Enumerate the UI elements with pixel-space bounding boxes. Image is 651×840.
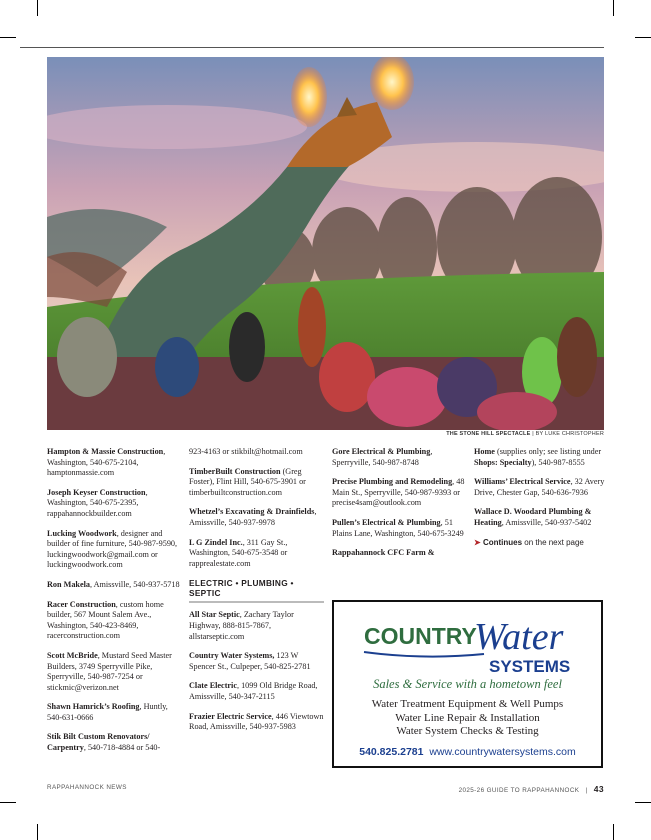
entry-details: (Greg Foster), Flint Hill, 540-675-3901 or timberbuiltconstruction.com xyxy=(189,466,306,497)
entry-name: Clate Electric xyxy=(189,681,237,691)
footer-guide-title: 2025-26 GUIDE TO RAPPAHANNOCK xyxy=(458,787,580,794)
continues-text: on the next page xyxy=(522,537,584,547)
top-rule xyxy=(20,47,604,48)
listing-entry xyxy=(47,488,182,520)
entry-details: , Washington, 540-675-2104, hamptonmassie.com xyxy=(47,447,166,478)
dragon-sculpture-photo xyxy=(47,57,604,430)
entry-details: , 1099 Old Bridge Road, Amissville, 540-347-2115 xyxy=(189,681,318,701)
entry-details: , 446 Viewtown Road, Amissville, 540-937-5983 xyxy=(189,711,324,732)
entry-details: (supplies only; see listing under xyxy=(494,447,602,456)
caption-credit: BY LUKE CHRISTOPHER xyxy=(535,431,604,437)
entry-name: Williams’ Electrical Service xyxy=(474,477,571,487)
listing-entry xyxy=(474,477,606,498)
entry-details: , 32 Avery Drive, Chester Gap, 540-636-7936 xyxy=(474,477,605,497)
entry-details: , custom home builder, 567 Mount Salem Ave., Washington, 540-423-8469, racerconstruction.com xyxy=(47,599,164,641)
footer-separator: | xyxy=(585,787,588,794)
entry-name: Rappahannock CFC Farm & xyxy=(332,548,435,558)
crop-mark xyxy=(635,802,651,803)
entry-name: L G Zindel Inc. xyxy=(189,537,243,547)
listing-entry xyxy=(189,681,324,702)
entry-details: , 48 Main St., Sperryville, 540-987-9393 or precise4sam@outlook.com xyxy=(332,477,465,508)
entry-name: Shawn Hamrick’s Roofing xyxy=(47,702,140,712)
listing-entry xyxy=(474,447,606,468)
listing-entry xyxy=(332,447,467,468)
crop-mark xyxy=(37,0,38,16)
crop-mark xyxy=(0,37,16,38)
listing-entry xyxy=(47,580,182,591)
caption-separator: | xyxy=(530,431,536,437)
logo-country: COUNTRY xyxy=(364,623,477,649)
ad-website[interactable]: www.countrywatersystems.com xyxy=(429,746,576,758)
footer-guide xyxy=(459,784,604,794)
ad-services xyxy=(334,698,601,739)
listing-entry xyxy=(189,467,324,499)
company-logo xyxy=(334,614,601,678)
entry-details: ), 540-987-8555 xyxy=(531,457,585,467)
service-line: Water Treatment Equipment & Well Pumps xyxy=(371,698,564,710)
crop-mark xyxy=(613,824,614,840)
listing-entry xyxy=(189,651,324,672)
caption-title: THE STONE HILL SPECTACLE xyxy=(446,431,531,437)
arrow-right-icon: ➤ xyxy=(474,537,483,547)
listing-entry xyxy=(189,538,324,570)
listing-column-3 xyxy=(332,447,467,568)
entry-details: 123 W Spencer St., Culpeper, 540-825-2781 xyxy=(189,651,311,671)
listing-entry xyxy=(47,732,182,753)
listing-entry xyxy=(189,712,324,733)
entry-details: , Sperryville, 540-987-8748 xyxy=(332,447,433,467)
entry-crossref: Shops: Specialty xyxy=(474,457,532,467)
entry-name: Pullen’s Electrical & Plumbing xyxy=(332,517,441,527)
entry-name: Gore Electrical & Plumbing xyxy=(332,447,431,456)
ad-tagline: Sales & Service with a hometown feel xyxy=(373,677,562,691)
entry-name: Precise Plumbing and Remodeling xyxy=(332,477,453,487)
listing-entry xyxy=(332,518,467,539)
listing-entry xyxy=(47,600,182,642)
entry-details: , Washington, 540-675-2395, rappahannockbuilder.com xyxy=(47,487,148,518)
entry-name: Joseph Keyser Construction xyxy=(47,487,146,497)
footer-publication: RAPPAHANNOCK NEWS xyxy=(47,784,127,791)
entry-details: , designer and builder of fine furniture, 540-987-9590, luckingwoodwork@gmail.com or luckingwoodwork.com xyxy=(47,528,178,570)
logo-water: Water xyxy=(474,616,564,658)
entry-details: 923-4163 or stikbilt@hotmail.com xyxy=(189,447,303,456)
service-line: Water Line Repair & Installation xyxy=(395,711,540,724)
continues-note xyxy=(474,538,606,549)
entry-details: , Amissville, 540-937-5402 xyxy=(501,517,592,527)
listing-entry xyxy=(189,447,324,458)
entry-name: Frazier Electric Service xyxy=(189,711,272,721)
listing-entry xyxy=(47,651,182,693)
country-water-systems-ad xyxy=(332,600,603,768)
service-line: Water System Checks & Testing xyxy=(396,725,539,737)
entry-name: Ron Makela xyxy=(47,579,90,589)
ad-phone: 540.825.2781 xyxy=(359,746,424,758)
crop-mark xyxy=(613,0,614,16)
listing-entry xyxy=(474,507,606,528)
entry-details: , 540-718-4884 or 540- xyxy=(83,743,161,753)
logo-systems: SYSTEMS xyxy=(489,657,571,676)
entry-name: Home xyxy=(474,447,495,456)
crop-mark xyxy=(635,37,651,38)
page-number: 43 xyxy=(593,784,604,794)
entry-details: , 51 Plains Lane, Washington, 540-675-3249 xyxy=(332,517,464,538)
listing-entry xyxy=(332,548,467,559)
entry-name: TimberBuilt Construction xyxy=(189,466,281,476)
ad-contact xyxy=(334,746,601,758)
listing-entry xyxy=(189,610,324,642)
entry-name: Hampton & Massie Construction xyxy=(47,447,164,456)
listing-column-1 xyxy=(47,447,182,763)
entry-details: , Amissville, 540-937-9978 xyxy=(189,507,317,527)
entry-name: Racer Construction xyxy=(47,599,116,609)
crop-mark xyxy=(37,824,38,840)
entry-name: Lucking Woodwork xyxy=(47,528,117,538)
entry-details: , Huntly, 540-631-0666 xyxy=(47,702,168,722)
listing-column-4 xyxy=(474,447,606,548)
listing-entry xyxy=(189,507,324,528)
listing-entry xyxy=(47,447,182,479)
entry-name: All Star Septic xyxy=(189,610,240,620)
entry-name: Stik Bilt Custom Renovators/ Carpentry xyxy=(47,732,150,753)
listing-entry xyxy=(47,529,182,571)
section-heading: ELECTRIC • PLUMBING • SEPTIC xyxy=(189,578,324,603)
entry-details: , Mustard Seed Master Builders, 3749 Sperryville Pike, Sperryville, 540-987-7254 or stickmic@verizon.net xyxy=(47,650,172,692)
entry-name: Scott McBride xyxy=(47,650,98,660)
entry-details: , Amissville, 540-937-5718 xyxy=(89,579,180,589)
photo-illustration xyxy=(47,57,604,430)
logo-graphic xyxy=(334,614,601,676)
entry-details: , 311 Gay St., Washington, 540-675-3548 or rapprealestate.com xyxy=(189,537,288,568)
continues-label: Continues xyxy=(482,537,523,547)
crop-mark xyxy=(0,802,16,803)
photo-caption xyxy=(446,431,604,437)
listing-column-2 xyxy=(189,447,324,742)
entry-name: Whetzel’s Excavating & Drainfields xyxy=(189,507,315,517)
listing-entry xyxy=(332,477,467,509)
entry-details: , Zachary Taylor Highway, 888-815-7867, allstarseptic.com xyxy=(189,610,294,641)
entry-name: Wallace D. Woodard Plumbing & Heating xyxy=(474,507,592,527)
entry-name: Country Water Systems, xyxy=(189,651,275,661)
listing-entry xyxy=(47,702,182,723)
